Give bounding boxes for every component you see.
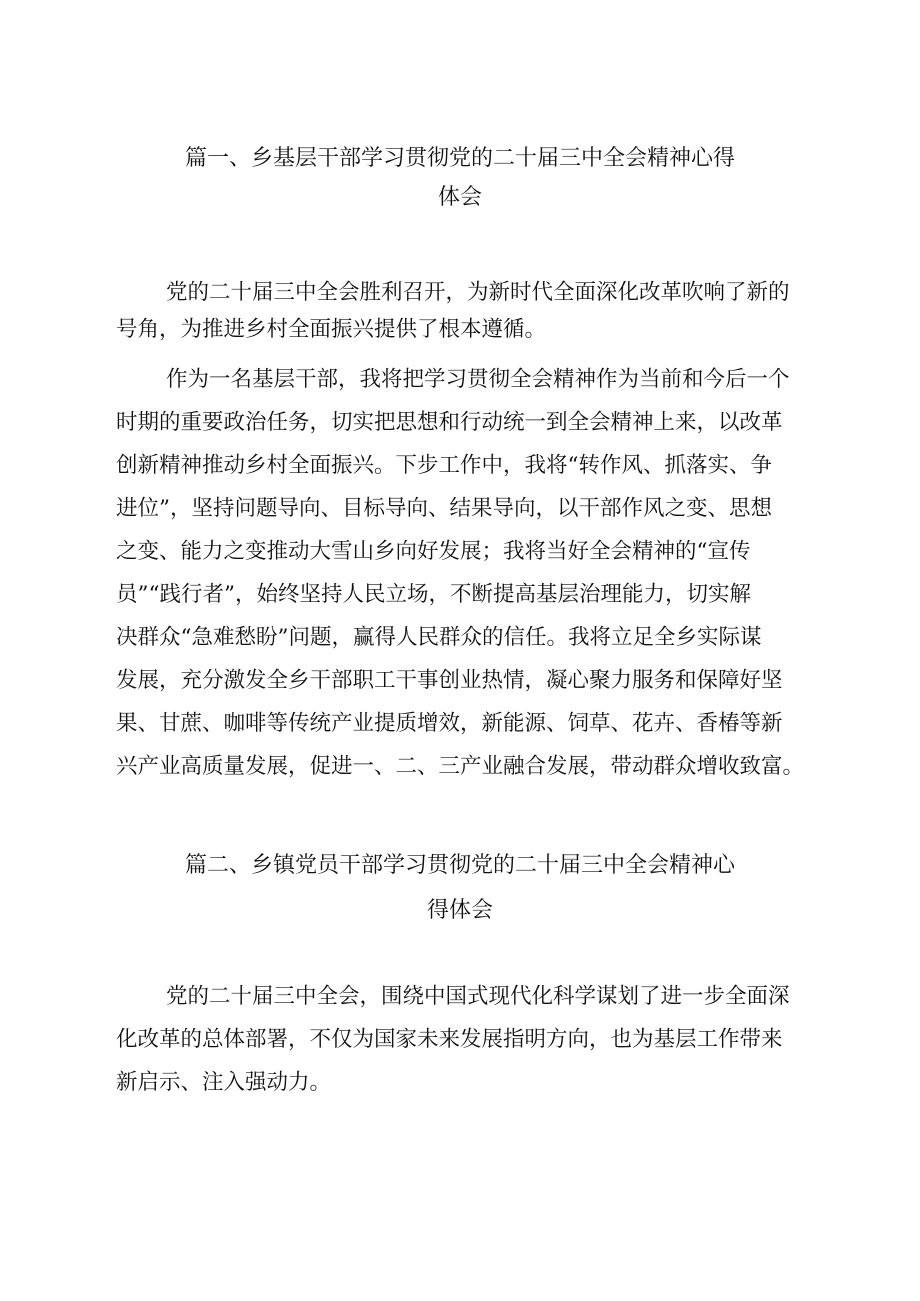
s1-p2-line-3: 创新精神推动乡村全面振兴。下步工作中，我将“转作风、抓落实、争 — [116, 453, 772, 478]
s1-p1-line-2: 号角，为推进乡村全面振兴提供了根本遵循。 — [116, 317, 547, 342]
s1-p2-line-2: 时期的重要政治任务，切实把思想和行动统一到全会精神上来，以改革 — [116, 410, 783, 435]
section-1-title-line-1: 篇一、乡基层干部学习贯彻党的二十届三中全会精神心得 — [184, 146, 735, 171]
s1-p2-line-8: 发展，充分激发全乡干部职工干事创业热情，凝心聚力服务和保障好坚 — [116, 668, 783, 693]
s1-p2-line-7: 决群众“急难愁盼”问题，赢得人民群众的信任。我将立足全乡实际谋 — [116, 625, 762, 650]
s2-p1-line-3: 新启示、注入强动力。 — [116, 1070, 332, 1095]
section-1-title-line-2: 体会 — [437, 185, 482, 210]
s1-p2-line-6: 员”“践行者”，始终坚持人民立场，不断提高基层治理能力，切实解 — [116, 582, 751, 607]
s2-p1-line-2: 化改革的总体部署，不仅为国家未来发展指明方向，也为基层工作带来 — [116, 1027, 783, 1052]
s2-p1-line-1: 党的二十届三中全会，围绕中国式现代化科学谋划了进一步全面深 — [166, 984, 790, 1009]
s1-p2-line-4: 进位”，坚持问题导向、目标导向、结果导向，以干部作风之变、思想 — [116, 496, 772, 521]
s1-p2-line-1: 作为一名基层干部，我将把学习贯彻全会精神作为当前和今后一个 — [166, 367, 790, 392]
s1-p2-line-5: 之变、能力之变推动大雪山乡向好发展；我将当好全会精神的“宣传 — [116, 539, 751, 564]
s1-p2-line-9: 果、甘蔗、咖啡等传统产业提质增效，新能源、饲草、花卉、香椿等新 — [116, 711, 783, 736]
section-2-title-line-1: 篇二、乡镇党员干部学习贯彻党的二十届三中全会精神心 — [184, 853, 735, 878]
section-2-title-line-2: 得体会 — [426, 898, 493, 923]
s1-p2-line-10: 兴产业高质量发展，促进一、二、三产业融合发展，带动群众增收致富。 — [116, 754, 805, 779]
s1-p1-line-1: 党的二十届三中全会胜利召开，为新时代全面深化改革吹响了新的 — [166, 280, 790, 305]
